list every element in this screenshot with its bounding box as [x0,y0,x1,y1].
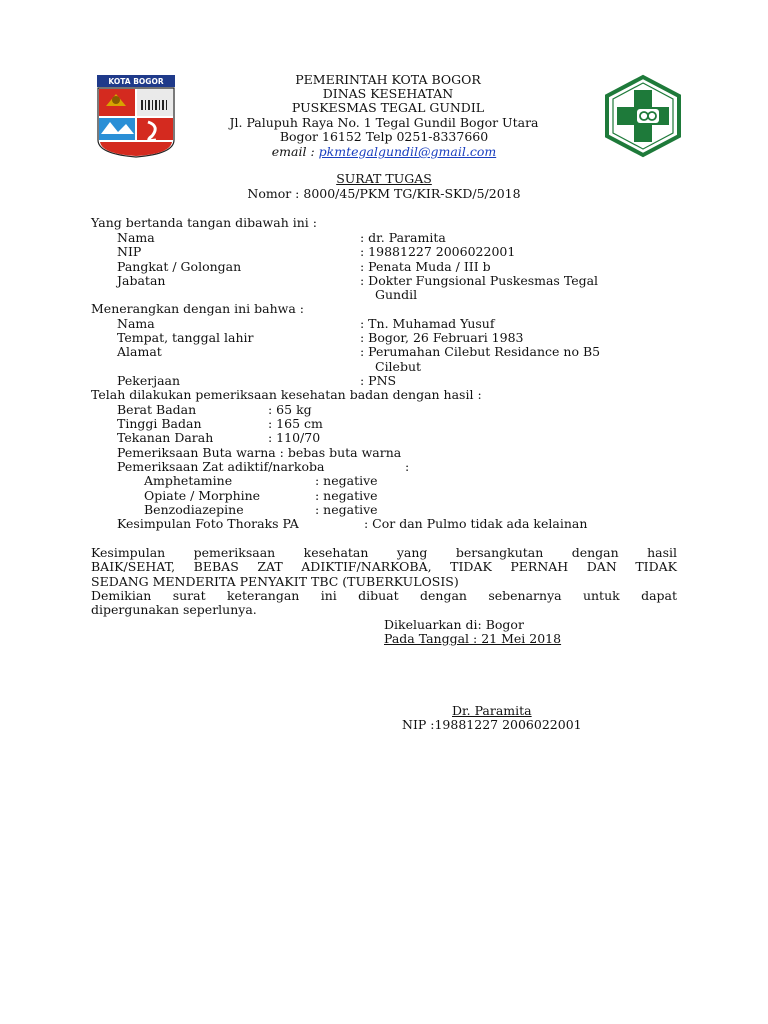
header-line2: DINAS KESEHATAN [322,86,454,101]
header-line1: PEMERINTAH KOTA BOGOR [295,72,481,87]
email-label: email : [271,144,319,159]
header-address: Jl. Palupuh Raya No. 1 Tegal Gundil Bogor Utara [229,115,539,130]
exam-intro: Telah dilakukan pemeriksaan kesehatan badan dengan hasil : [91,387,482,402]
subject-birth-label: Tempat, tanggal lahir [117,330,254,345]
blood-pressure-label: Tekanan Darah [117,430,214,445]
conclusion-line1: Kesimpulan pemeriksaan kesehatan yang bersangkutan dengan hasil [91,545,677,560]
weight-label: Berat Badan [117,402,197,417]
header-phone: Bogor 16152 Telp 0251-8337660 [279,129,489,144]
subject-name-value: : Tn. Muhamad Yusuf [360,316,495,331]
subject-name-label: Nama [117,316,155,331]
signer-position-cont: Gundil [375,287,418,302]
letter-number: Nomor : 8000/45/PKM TG/KIR-SKD/5/2018 [247,186,521,201]
subject-address-label: Alamat [117,344,162,359]
subject-job-value: : PNS [360,373,397,388]
thorax-value: : Cor dan Pulmo tidak ada kelainan [364,516,588,531]
amphetamine-label: Amphetamine [144,473,233,488]
subject-intro: Menerangkan dengan ini bahwa : [91,301,304,316]
issued-place: Dikeluarkan di: Bogor [384,617,524,632]
signer-position-label: Jabatan [117,273,166,288]
weight-value: : 65 kg [268,402,312,417]
thorax-label: Kesimpulan Foto Thoraks PA [117,516,299,531]
drug-test-colon: : [405,459,410,474]
height-label: Tinggi Badan [117,416,202,431]
amphetamine-value: : negative [315,473,378,488]
email-link[interactable]: pkmtegalgundil@gmail.com [318,144,497,159]
signer-nip-label: NIP [117,244,142,259]
height-value: : 165 cm [268,416,323,431]
subject-job-label: Pekerjaan [117,373,181,388]
subject-address-cont: Cilebut [375,359,422,374]
signer-nip-value: : 19881227 2006022001 [360,244,516,259]
closing-line1: Demikian surat keterangan ini dibuat dengan sebenarnya untuk dapat [91,588,677,603]
issued-date: Pada Tanggal : 21 Mei 2018 [384,631,562,646]
opiate-value: : negative [315,488,378,503]
subject-birth-value: : Bogor, 26 Februari 1983 [360,330,524,345]
signer-rank-value: : Penata Muda / III b [360,259,491,274]
signer-name-value: : dr. Paramita [360,230,446,245]
opiate-label: Opiate / Morphine [144,488,261,503]
signature-nip: NIP :19881227 2006022001 [402,717,582,732]
blood-pressure-value: : 110/70 [268,430,321,445]
subject-address-value: : Perumahan Cilebut Residance no B5 [360,344,601,359]
conclusion-line2: BAIK/SEHAT, BEBAS ZAT ADIKTIF/NARKOBA, TIDAK PERNAH DAN TIDAK [91,559,677,574]
letter-title: SURAT TUGAS [336,171,432,186]
header-line3: PUSKESMAS TEGAL GUNDIL [291,100,485,115]
signer-intro: Yang bertanda tangan dibawah ini : [91,215,317,230]
header-email-line [0,145,768,160]
signature-name: Dr. Paramita [452,703,532,718]
benzodiazepine-value: : negative [315,502,378,517]
benzodiazepine-label: Benzodiazepine [144,502,244,517]
signer-rank-label: Pangkat / Golongan [117,259,242,274]
closing-line2: dipergunakan seperlunya. [91,602,257,617]
color-blind-result: Pemeriksaan Buta warna : bebas buta warna [117,445,402,460]
signer-name-label: Nama [117,230,155,245]
conclusion-line3: SEDANG MENDERITA PENYAKIT TBC (TUBERKULOSIS) [91,574,459,589]
signer-position-value: : Dokter Fungsional Puskesmas Tegal [360,273,599,288]
drug-test-label: Pemeriksaan Zat adiktif/narkoba [117,459,325,474]
logo-left-text: KOTA BOGOR [108,77,164,86]
